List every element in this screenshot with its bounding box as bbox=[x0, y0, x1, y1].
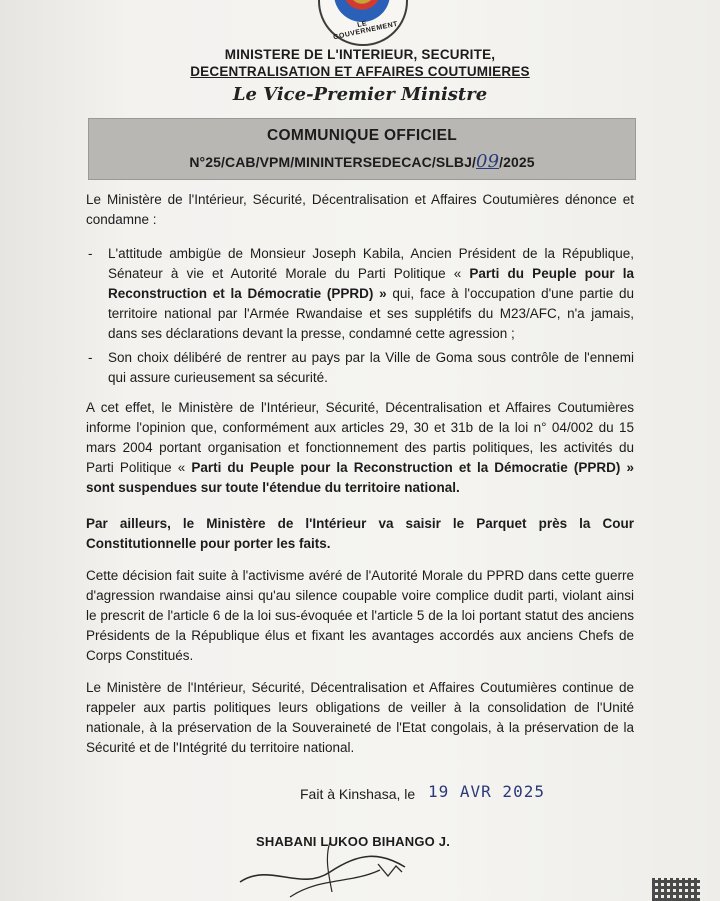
place-of-signature: Fait à Kinshasa, le bbox=[300, 786, 416, 802]
ministry-name-line2: DECENTRALISATION ET AFFAIRES COUTUMIERES bbox=[190, 64, 530, 79]
dash-bullet: - bbox=[88, 246, 93, 261]
para2-text: A cet effet, le Ministère de l'Intérieur, Sécurité, Décentralisation et Affaires Coutumières informe l'opinion que, conformément aux articles 29, 30 et 31b de la loi n° 04/002 du 15 mars 2004 portant organisation et fonctionnement des partis politiques, les activités du Parti Politique « bbox=[86, 400, 634, 475]
reference-number: 09 bbox=[476, 151, 500, 172]
seal-text: LE GOUVERNEMENT bbox=[332, 20, 399, 42]
reference-suffix: /2025 bbox=[499, 154, 535, 170]
vice-prime-minister-title: Le Vice-Premier Ministre bbox=[232, 84, 488, 105]
list-item bbox=[88, 244, 634, 344]
signer-name: SHABANI LUKOO BIHANGO J. bbox=[256, 834, 451, 849]
dash-bullet: - bbox=[88, 350, 93, 365]
para3-text: Par ailleurs, le Ministère de l'Intérieur va saisir le Parquet près la Cour Constitutionnelle pour porter les faits. bbox=[86, 516, 634, 551]
date-stamp: 19 AVR 2025 bbox=[428, 782, 545, 801]
item1-party-name: Parti du Peuple pour la Reconstruction et la Démocratie (PPRD) » bbox=[108, 266, 634, 301]
item2-text: Son choix délibéré de rentrer au pays par la Ville de Goma sous contrôle de l'ennemi qui assure curieusement sa sécurité. bbox=[108, 350, 634, 385]
para2-bold-text: Parti du Peuple pour la Reconstruction et la Démocratie (PPRD) » sont suspendues sur toute l'étendue du territoire national. bbox=[86, 460, 634, 495]
communique-title: COMMUNIQUE OFFICIEL bbox=[267, 127, 457, 144]
government-seal bbox=[318, 0, 408, 46]
list-item bbox=[88, 348, 634, 388]
reference-prefix: N°25/CAB/VPM/MININTERSEDECAC/SLBJ/ bbox=[189, 154, 477, 170]
communique-banner bbox=[88, 118, 636, 180]
qr-code-icon bbox=[652, 878, 700, 901]
communique-reference bbox=[89, 151, 635, 172]
intro-paragraph: Le Ministère de l'Intérieur, Sécurité, Décentralisation et Affaires Coutumières dénonce et condamne : bbox=[86, 192, 634, 227]
item1-text-b: qui, face à l'occupation d'une partie du territoire national par l'Armée Rwandaise et ses supplétifs du M23/AFC, n'a jamais, dans ses déclarations devant la presse, condamné cette agression ; bbox=[108, 286, 634, 341]
suspension-paragraph bbox=[86, 398, 634, 498]
ministry-name-line1: MINISTERE DE L'INTERIEUR, SECURITE, bbox=[224, 47, 496, 62]
obligations-paragraph: Le Ministère de l'Intérieur, Sécurité, Décentralisation et Affaires Coutumières continue de rappeler aux partis politiques leurs obligations de veiller à la consolidation de l'Unité nationale, à la préservation de la Souveraineté de l'Etat congolais, à la préservation de la Sécurité et de l'Intégrité du territoire national. bbox=[86, 680, 634, 755]
item1-text-a: L'attitude ambigüe de Monsieur Joseph Kabila, Ancien Président de la République, Sénateur à vie et Autorité Morale du Parti Politique « bbox=[108, 246, 634, 281]
decision-paragraph: Cette décision fait suite à l'activisme avéré de l'Autorité Morale du PPRD dans cette guerre d'agression rwandaise ainsi qu'au silence coupable voire complice dudit parti, violant ainsi le prescrit de l'article 6 de la loi sus-évoquée et l'article 5 de la loi portant statut des anciens Présidents de la République élus et fixant les avantages accordés aux anciens Chefs de Corps Constitués. bbox=[86, 568, 634, 663]
parquet-paragraph bbox=[86, 514, 634, 554]
